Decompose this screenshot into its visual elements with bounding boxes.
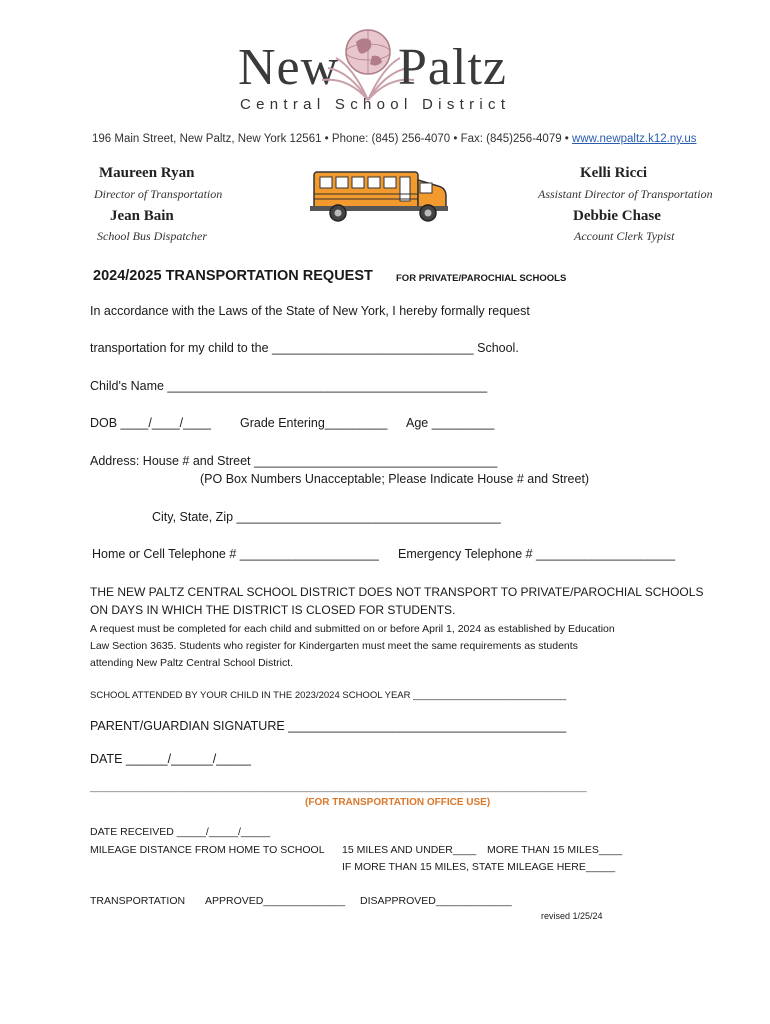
form-subtitle: FOR PRIVATE/PAROCHIAL SCHOOLS <box>396 273 567 284</box>
home-phone-field[interactable]: Home or Cell Telephone # ____________________ <box>92 547 379 561</box>
revised-date: revised 1/25/24 <box>541 911 603 921</box>
emergency-phone-field[interactable]: Emergency Telephone # ____________________ <box>398 547 676 561</box>
dob-field[interactable]: DOB ____/____/____ <box>90 416 211 430</box>
notice-line-2: ON DAYS IN WHICH THE DISTRICT IS CLOSED FOR STUDENTS. <box>90 603 456 617</box>
staff-name-director: Maureen Ryan <box>99 165 195 181</box>
mileage-label: MILEAGE DISTANCE FROM HOME TO SCHOOL <box>90 844 325 856</box>
office-use-label: (FOR TRANSPORTATION OFFICE USE) <box>305 797 491 808</box>
disapproved-field[interactable]: DISAPPROVED_____________ <box>360 895 512 907</box>
notice-line-1: THE NEW PALTZ CENTRAL SCHOOL DISTRICT DOES NOT TRANSPORT TO PRIVATE/PAROCHIAL SCHOOLS <box>90 585 704 599</box>
website-link[interactable]: www.newpaltz.k12.ny.us <box>572 133 697 145</box>
city-state-zip-field[interactable]: City, State, Zip ______________________________________ <box>152 510 501 524</box>
request-line-1: A request must be completed for each child and submitted on or before April 1, 2024 as established by Education <box>90 623 615 635</box>
logo-word-new: New <box>238 39 340 96</box>
intro-line-1: In accordance with the Laws of the State of New York, I hereby formally request <box>90 304 530 318</box>
miles-state-field[interactable]: IF MORE THAN 15 MILES, STATE MILEAGE HERE_____ <box>342 861 616 873</box>
logo-subtitle: Central School District <box>240 96 511 113</box>
staff-name-clerk: Debbie Chase <box>573 208 661 224</box>
childs-name-field[interactable]: Child's Name ______________________________________________ <box>90 379 488 393</box>
date-field[interactable]: DATE ______/______/_____ <box>90 752 252 766</box>
staff-title-director: Director of Transportation <box>94 187 223 201</box>
request-line-2: Law Section 3635. Students who register for Kindergarten must meet the same requirements as students <box>90 640 578 652</box>
approved-field[interactable]: APPROVED______________ <box>205 895 346 907</box>
signature-field[interactable]: PARENT/GUARDIAN SIGNATURE ________________________________________ <box>90 719 567 733</box>
grade-field[interactable]: Grade Entering_________ <box>240 416 388 430</box>
transportation-label: TRANSPORTATION <box>90 895 186 907</box>
address-field[interactable]: Address: House # and Street ___________________________________ <box>90 454 498 468</box>
miles-under-field[interactable]: 15 MILES AND UNDER____ <box>342 844 477 856</box>
date-received-field[interactable]: DATE RECEIVED _____/_____/_____ <box>90 826 271 838</box>
form-title: 2024/2025 TRANSPORTATION REQUEST <box>93 268 373 284</box>
contact-line <box>92 133 696 145</box>
contact-text: 196 Main Street, New Paltz, New York 12561 • Phone: (845) 256-4070 • Fax: (845)256-4079 • <box>92 133 569 145</box>
office-divider: ______________________________________________________________________________________________ <box>90 782 587 793</box>
logo-word-paltz: Paltz <box>398 39 507 96</box>
school-field[interactable]: transportation for my child to the _____________________________ School. <box>90 341 519 355</box>
staff-title-dispatcher: School Bus Dispatcher <box>97 229 207 243</box>
staff-name-dispatcher: Jean Bain <box>110 208 174 224</box>
age-field[interactable]: Age _________ <box>406 416 495 430</box>
school-bus-icon <box>310 166 450 226</box>
school-attended-field[interactable]: SCHOOL ATTENDED BY YOUR CHILD IN THE 2023/2024 SCHOOL YEAR _____________________________ <box>90 690 567 701</box>
miles-over-field[interactable]: MORE THAN 15 MILES____ <box>487 844 623 856</box>
staff-title-assistant-director: Assistant Director of Transportation <box>538 187 713 201</box>
staff-name-assistant-director: Kelli Ricci <box>580 165 648 181</box>
address-note: (PO Box Numbers Unacceptable; Please Indicate House # and Street) <box>200 472 590 486</box>
request-line-3: attending New Paltz Central School District. <box>90 657 294 669</box>
staff-title-clerk: Account Clerk Typist <box>574 229 675 243</box>
